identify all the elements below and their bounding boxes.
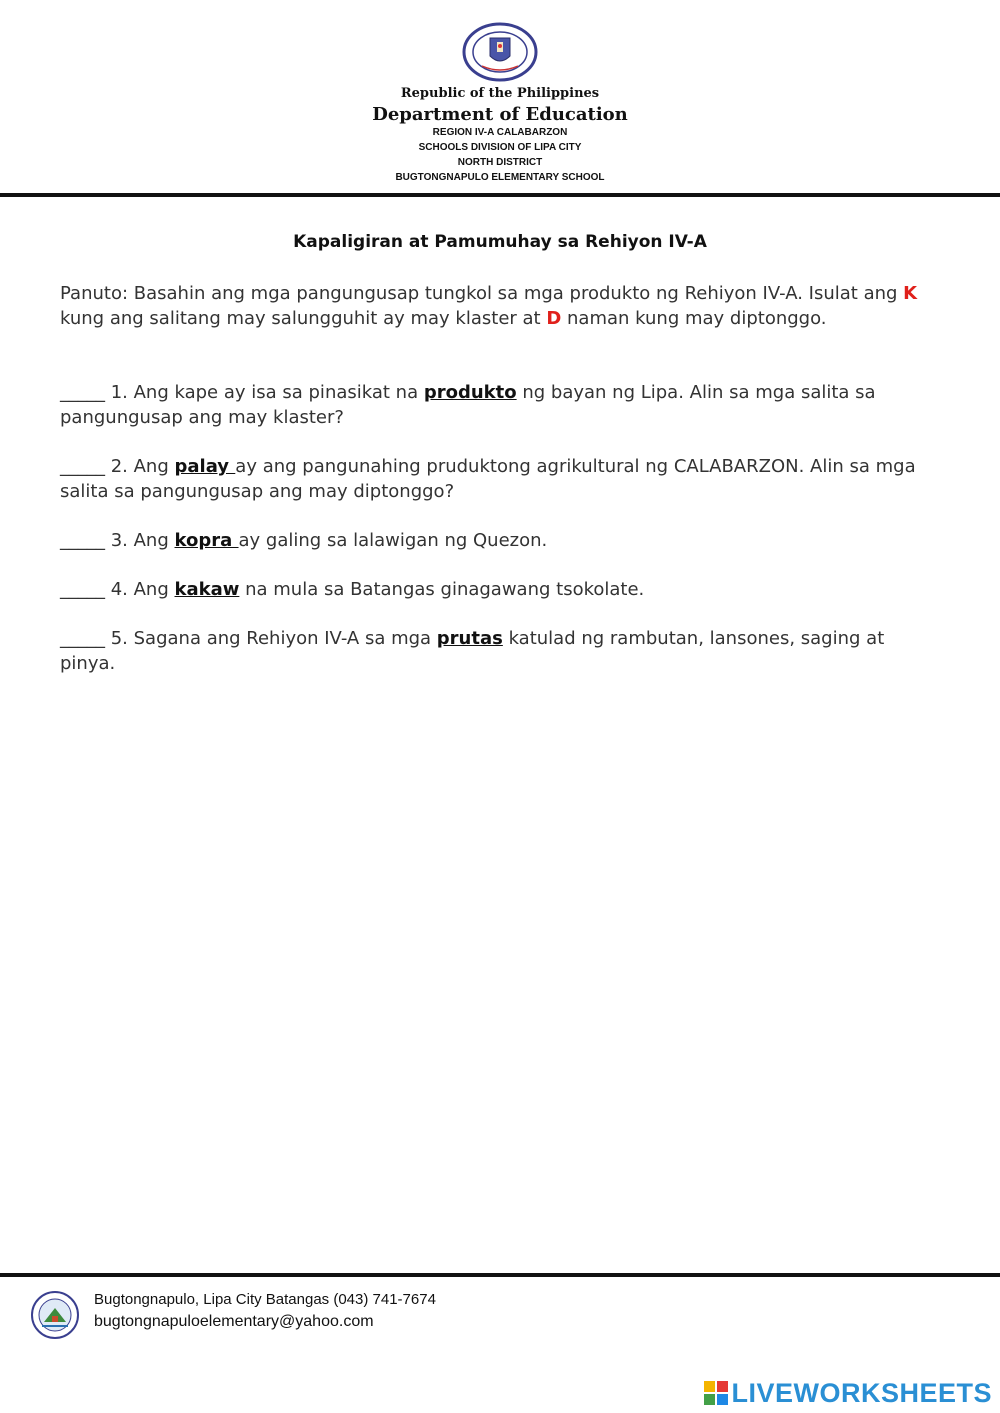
keyword: prutas xyxy=(436,628,503,649)
header-division: SCHOOLS DIVISION OF LIPA CITY xyxy=(418,142,582,153)
question-text: katulad ng rambutan, lansones, saging at pinya. xyxy=(60,628,885,674)
question-item-3 xyxy=(60,528,940,553)
question-text: 1. Ang kape ay isa sa pinasikat na xyxy=(105,382,424,403)
question-text: ng bayan ng Lipa. Alin sa mga salita sa pangungusap ang may klaster? xyxy=(60,382,876,428)
footer-email[interactable]: bugtongnapuloelementary@yahoo.com xyxy=(94,1313,374,1330)
question-text: na mula sa Batangas ginagawang tsokolate. xyxy=(239,579,645,600)
header-republic: Republic of the Philippines xyxy=(400,86,600,101)
instructions-text-1: Panuto: Basahin ang mga pangungusap tungkol sa mga produkto ng Rehiyon IV-A. Isulat ang xyxy=(60,283,904,304)
worksheet-title: Kapaligiran at Pamumuhay sa Rehiyon IV-A xyxy=(293,232,707,252)
footer-divider xyxy=(0,1273,1000,1277)
deped-seal-icon xyxy=(462,22,538,82)
keyword: produkto xyxy=(423,382,517,403)
footer-address: Bugtongnapulo, Lipa City Batangas (043) 741-7674 xyxy=(94,1291,436,1308)
answer-blank[interactable]: _____ xyxy=(60,456,105,477)
liveworksheets-logo-icon xyxy=(704,1381,728,1405)
question-text: 4. Ang xyxy=(105,579,175,600)
keyword: kakaw xyxy=(174,579,240,600)
instructions-text-2: kung ang salitang may salungguhit ay may klaster at xyxy=(60,308,547,329)
answer-blank[interactable]: _____ xyxy=(60,628,105,649)
instructions xyxy=(60,281,940,331)
instructions-text-3: naman kung may diptonggo. xyxy=(561,308,827,329)
answer-blank[interactable]: _____ xyxy=(60,382,105,403)
answer-blank[interactable]: _____ xyxy=(60,530,105,551)
question-item-2 xyxy=(60,454,940,504)
question-text: 5. Sagana ang Rehiyon IV-A sa mga xyxy=(105,628,437,649)
question-item-1 xyxy=(60,380,940,430)
keyword: kopra xyxy=(174,530,239,551)
question-item-4 xyxy=(60,577,940,602)
question-text: 2. Ang xyxy=(105,456,175,477)
answer-blank[interactable]: _____ xyxy=(60,579,105,600)
liveworksheets-brand[interactable] xyxy=(704,1377,992,1409)
header-region: REGION IV-A CALABARZON xyxy=(432,127,568,138)
header-department: Department of Education xyxy=(372,104,628,125)
letter-d: D xyxy=(546,308,562,329)
keyword: palay xyxy=(174,456,236,477)
question-text: ay galing sa lalawigan ng Quezon. xyxy=(238,530,548,551)
header-district: NORTH DISTRICT xyxy=(457,157,543,168)
question-item-5 xyxy=(60,626,940,676)
question-text: ay ang pangunahing pruduktong agrikultural ng CALABARZON. Alin sa mga salita sa pangungusap ang may diptonggo? xyxy=(60,456,916,502)
school-logo-icon xyxy=(30,1290,80,1340)
header-divider xyxy=(0,193,1000,197)
letter-k: K xyxy=(903,283,918,304)
liveworksheets-text: LIVEWORKSHEETS xyxy=(731,1377,992,1408)
header-school: BUGTONGNAPULO ELEMENTARY SCHOOL xyxy=(395,172,605,183)
question-text: 3. Ang xyxy=(105,530,175,551)
